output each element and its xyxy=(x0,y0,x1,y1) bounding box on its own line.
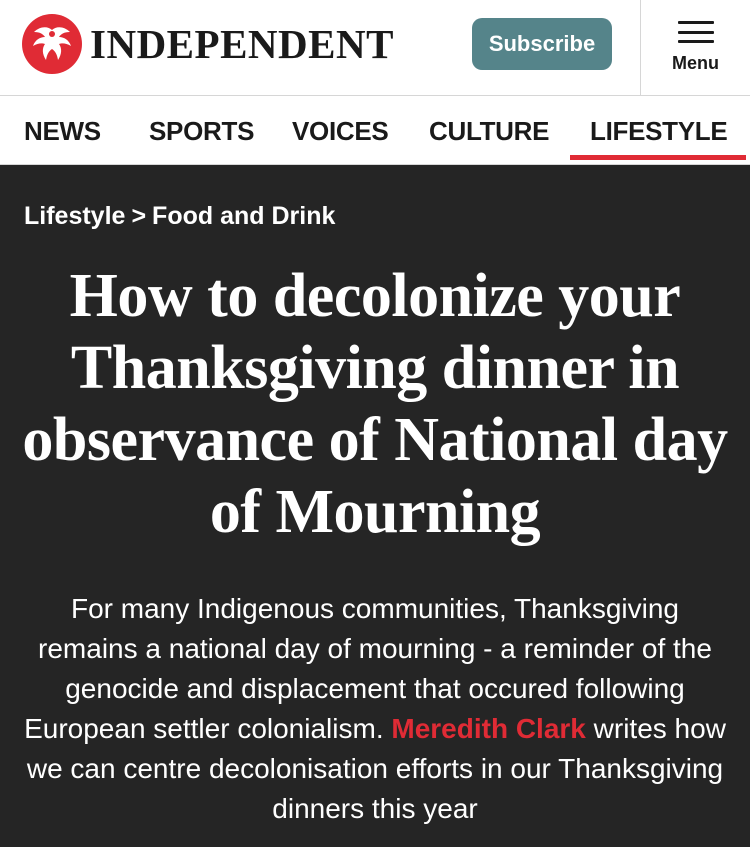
article-headline: How to decolonize your Thanksgiving dinner in observance of National day of Mourning xyxy=(22,262,728,546)
section-nav xyxy=(0,96,750,165)
nav-item-news[interactable]: NEWS xyxy=(24,116,101,146)
breadcrumb-subsection[interactable]: Food and Drink xyxy=(152,202,336,230)
logo-wordmark: INDEPENDENT xyxy=(90,21,394,67)
breadcrumb-separator: > xyxy=(131,202,147,230)
nav-item-sports[interactable]: SPORTS xyxy=(149,116,255,146)
active-nav-indicator xyxy=(570,155,746,160)
nav-item-voices[interactable]: VOICES xyxy=(292,116,389,146)
breadcrumb-section[interactable]: Lifestyle xyxy=(24,202,126,230)
standfirst-text-before: For many Indigenous communities, Thanksgiving remains a national day of mourning - a reminder of the genocide and displacement that occured following European settler colonialism. xyxy=(24,593,712,744)
eagle-logo-icon xyxy=(22,14,82,74)
site-header xyxy=(0,0,750,96)
hamburger-icon xyxy=(678,21,714,43)
nav-item-lifestyle[interactable]: LIFESTYLE xyxy=(590,116,728,146)
article-header xyxy=(0,165,750,847)
author-link[interactable]: Meredith Clark xyxy=(391,713,586,744)
subscribe-button[interactable]: Subscribe xyxy=(472,18,612,70)
article-standfirst xyxy=(22,589,728,829)
menu-label: Menu xyxy=(672,53,719,73)
site-logo[interactable] xyxy=(22,14,394,74)
nav-item-culture[interactable]: CULTURE xyxy=(429,116,550,146)
menu-button[interactable] xyxy=(640,0,750,95)
standfirst-text-after: writes how we can centre decolonisation efforts in our Thanksgiving dinners this year xyxy=(26,713,726,824)
breadcrumb xyxy=(24,202,335,231)
